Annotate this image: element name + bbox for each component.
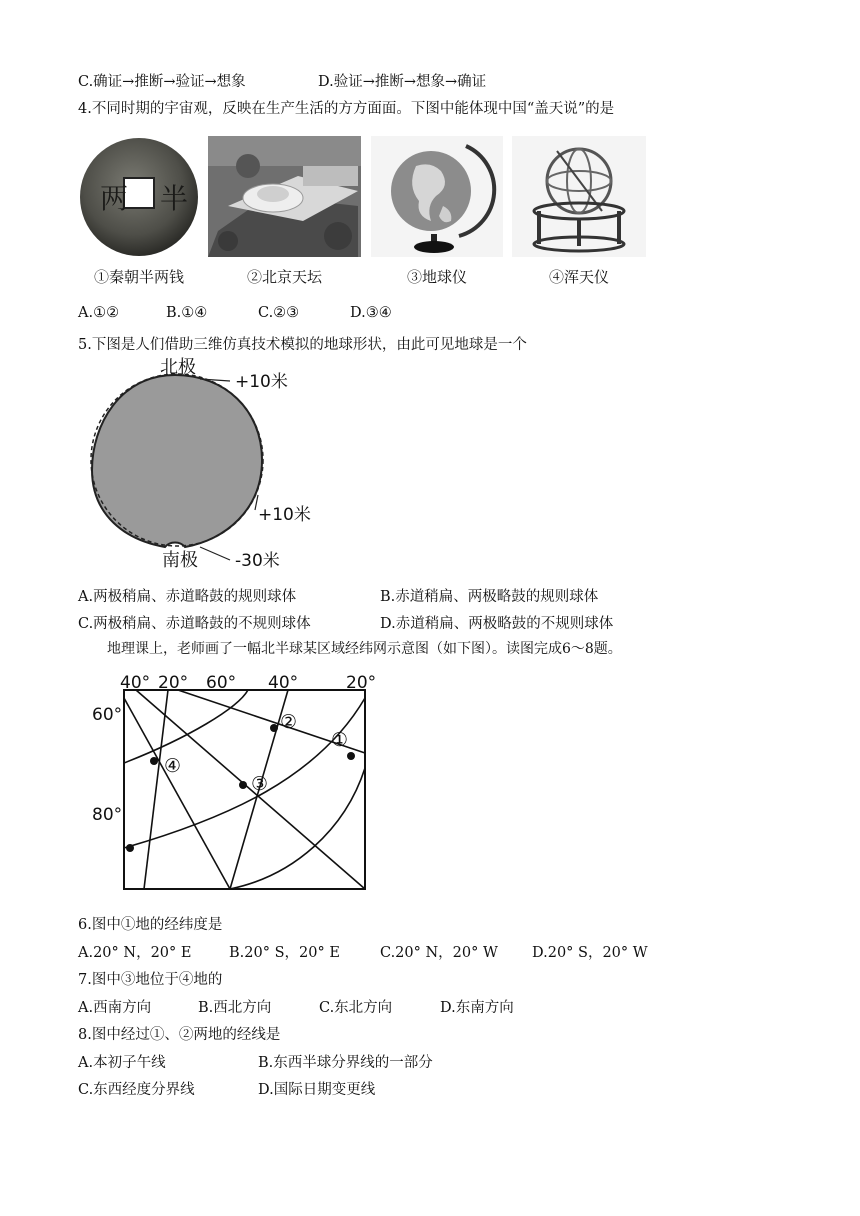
q3-option-c: C.确证→推断→验证→想象 xyxy=(78,74,246,90)
q8-option-c: C.东西经度分界线 xyxy=(78,1082,195,1098)
q4-option-b: B.①④ xyxy=(166,305,208,321)
q6-stem: 6.图中①地的经纬度是 xyxy=(78,917,223,933)
armillary-sphere-image xyxy=(512,136,646,257)
top-label-3: 60° xyxy=(206,673,237,693)
point-1-label: ① xyxy=(331,729,349,751)
q7-option-c: C.东北方向 xyxy=(319,1000,393,1016)
q8-option-b: B.东西半球分界线的一部分 xyxy=(258,1055,433,1071)
q5-option-b: B.赤道稍扁、两极略鼓的规则球体 xyxy=(380,589,599,605)
lat-long-grid-figure xyxy=(88,668,388,896)
label-bottom-offset: -30米 xyxy=(235,551,280,570)
q4-option-c: C.②③ xyxy=(258,305,300,321)
q3-option-d: D.验证→推断→想象→确证 xyxy=(318,74,487,90)
q6-option-a: A.20° N，20° E xyxy=(78,945,192,961)
caption-coin: ①秦朝半两钱 xyxy=(93,268,184,286)
q4-stem: 4.不同时期的宇宙观，反映在生产生活的方方面面。下图中能体现中国“盖天说”的是 xyxy=(78,101,615,117)
label-north-pole: 北极 xyxy=(160,357,196,378)
caption-armillary: ④浑天仪 xyxy=(548,268,609,286)
q6-option-b: B.20° S，20° E xyxy=(229,945,340,961)
q7-option-d: D.东南方向 xyxy=(440,1000,514,1016)
coin-image xyxy=(78,136,200,258)
q8-option-d: D.国际日期变更线 xyxy=(258,1082,376,1098)
point-3-label: ③ xyxy=(251,773,269,795)
q4-option-a: A.①② xyxy=(78,305,120,321)
point-4-label: ④ xyxy=(164,755,182,777)
q7-stem: 7.图中③地位于④地的 xyxy=(78,972,223,988)
q7-option-b: B.西北方向 xyxy=(198,1000,272,1016)
q5-option-a: A.两极稍扁、赤道略鼓的规则球体 xyxy=(78,589,297,605)
label-top-offset: +10米 xyxy=(235,372,288,392)
q5-option-d: D.赤道稍扁、两极略鼓的不规则球体 xyxy=(380,616,614,632)
coin-char-right: 半 xyxy=(160,182,189,215)
coin-char-left: 两 xyxy=(100,182,129,215)
top-label-5: 20° xyxy=(346,673,377,693)
top-label-1: 40° xyxy=(120,673,151,693)
point-2-label: ② xyxy=(280,711,298,733)
q6-option-c: C.20° N，20° W xyxy=(380,945,498,961)
globe-image xyxy=(371,136,503,257)
label-south-pole: 南极 xyxy=(162,550,198,570)
left-label-1: 60° xyxy=(92,705,123,725)
top-label-4: 40° xyxy=(268,673,299,693)
caption-temple: ②北京天坛 xyxy=(246,268,322,286)
q5-option-c: C.两极稍扁、赤道略鼓的不规则球体 xyxy=(78,616,311,632)
temple-of-heaven-image xyxy=(208,136,361,257)
q7-option-a: A.西南方向 xyxy=(78,1000,152,1016)
label-right-offset: +10米 xyxy=(258,505,311,525)
earth-shape-figure xyxy=(80,355,320,570)
caption-globe: ③地球仪 xyxy=(406,268,467,286)
q6-option-d: D.20° S，20° W xyxy=(532,945,648,961)
section-intro: 地理课上，老师画了一幅北半球某区域经纬网示意图（如下图）。读图完成6～8题。 xyxy=(107,641,622,657)
q8-option-a: A.本初子午线 xyxy=(78,1055,166,1071)
left-label-2: 80° xyxy=(92,805,123,825)
top-label-2: 20° xyxy=(158,673,189,693)
q4-option-d: D.③④ xyxy=(350,305,392,321)
q8-stem: 8.图中经过①、②两地的经线是 xyxy=(78,1027,281,1043)
q5-stem: 5.下图是人们借助三维仿真技术模拟的地球形状，由此可见地球是一个 xyxy=(78,337,527,353)
